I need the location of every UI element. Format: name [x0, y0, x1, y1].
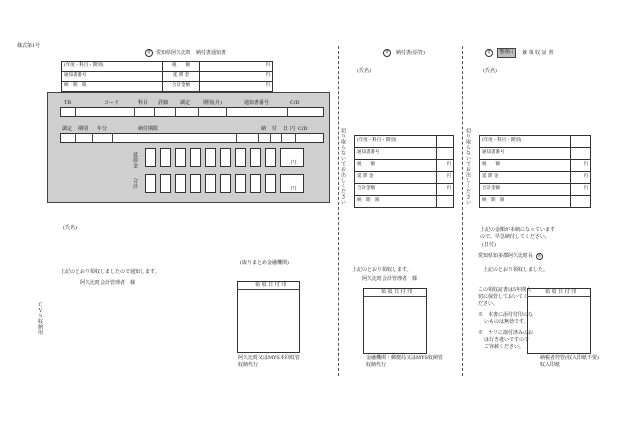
- receipt-title: 兼 領 収 証 書: [522, 50, 554, 56]
- code-header-code: コード: [104, 100, 120, 106]
- info-label: (年度・科目・期別): [62, 62, 163, 72]
- slip-perforation-text: 切り取らないでお出しください: [340, 128, 346, 205]
- table-row: 合計金額 円: [355, 184, 454, 196]
- code2-header-n: 納: [261, 126, 267, 132]
- slip-row-label: 延 滞 金: [355, 172, 437, 184]
- code2-header-d: 日: [283, 126, 289, 132]
- yen-unit: 円: [291, 186, 297, 192]
- code-header-cd: C/D: [290, 100, 300, 106]
- receipt-note2-3: ご容赦ください。: [484, 344, 525, 350]
- info-right-label: 税 額: [163, 62, 200, 72]
- code2-header-deadline: 納付期限: [138, 126, 159, 132]
- slip-row-label: 納 期 限: [355, 196, 437, 208]
- receipt-row-label: 合計金額: [480, 184, 571, 196]
- receipt-row-label: 通知書番号: [480, 148, 571, 160]
- receipt-stamp-label: 領 収 日 付 印: [545, 289, 577, 295]
- keep-notice-1: この領収証書は5年間大: [478, 287, 532, 293]
- code2-header-yen: 円: [290, 126, 296, 132]
- table-row: 合計金額 円: [480, 184, 591, 196]
- receipt-row-label: (年度・科目・期別): [480, 136, 571, 148]
- receipt-stamp-footer-1: 納税者控管(収入印紙不要): [540, 355, 599, 361]
- code2-header-assess: 調定: [62, 126, 73, 132]
- perforation-line: [338, 46, 339, 376]
- notice-stamp-footer-1: 阿久比町又はMYS本回収管: [238, 355, 300, 361]
- table-row: [355, 148, 454, 160]
- keep-notice-3: ださい。: [478, 301, 499, 307]
- slip-to-treasurer: 阿久比町会計管理者 様: [362, 276, 418, 282]
- issuer-seal-icon: 印: [536, 253, 543, 260]
- table-row: [62, 72, 273, 82]
- table-row: [480, 148, 591, 160]
- table-row: 延 滞 金 円: [355, 172, 454, 184]
- notice-notify-text: 上記のとおり領収しましたので通知します。: [60, 269, 160, 275]
- receipt-note1-1: ※ 本書に添付付印のな: [478, 312, 534, 318]
- table-row: [355, 136, 454, 148]
- receipt-note-2: ので、早急納付してください。: [480, 234, 550, 240]
- info-unit: 円: [200, 62, 273, 72]
- receipt-name-label: (氏名): [483, 68, 497, 74]
- receipt-note2-1: ※ ナリに演付済みのお: [478, 330, 534, 336]
- info-unit: 円: [200, 82, 273, 92]
- receipt-stamp-box: [527, 288, 591, 354]
- info-unit: 円: [200, 72, 273, 82]
- form-number: 様式第1号: [17, 43, 41, 49]
- receipt-row-label: 納 期 限: [480, 196, 571, 208]
- receipt-badge: 整理日: [497, 48, 516, 58]
- table-row: 税 額 円: [355, 160, 454, 172]
- receipt-table: [479, 135, 591, 208]
- town-emblem-icon: 愛: [145, 49, 153, 57]
- receipt-perforation-text: 切り取らないでお出しください: [465, 128, 471, 205]
- slip-row-label: (年度・科目・期別): [355, 136, 437, 148]
- slip-receipt-stamp-box: [363, 288, 427, 354]
- perforation-line: [462, 46, 463, 376]
- slip-row-label: 合計金額: [355, 184, 437, 196]
- code2-input-row: [60, 133, 324, 143]
- amount-label-total: 合計: [132, 178, 138, 189]
- code-header-assess: 調定: [180, 100, 191, 106]
- table-row: [480, 136, 591, 148]
- code-header-detail: 詳細: [158, 100, 169, 106]
- slip-stamp-footer-2: 収納代行: [366, 362, 387, 368]
- info-label: 通知書番号: [62, 72, 163, 82]
- slip-stamp-label: 領 収 日 付 印: [381, 289, 413, 295]
- notice-title: 愛知県阿久比町 納付書通知書: [156, 50, 227, 56]
- receipt-sub-note: (日付): [482, 242, 496, 248]
- info-label: 納 期 限: [62, 82, 163, 92]
- table-row: [62, 82, 273, 92]
- table-row: [480, 196, 591, 208]
- info-right-label: 合計金額: [163, 82, 200, 92]
- code2-header-cd: C/D: [298, 126, 308, 132]
- keep-notice-2: 切に保管しておいてく: [478, 294, 529, 300]
- table-row: [62, 62, 273, 72]
- notice-stamp-label: 領 収 日 付 印: [255, 282, 287, 288]
- receipt-note1-2: いものは無効です。: [484, 319, 529, 325]
- receipt-note2-2: は行き違いですので: [484, 337, 530, 343]
- slip-name-label: (氏名): [357, 68, 371, 74]
- info-right-label: 延 滞 金: [163, 72, 200, 82]
- code2-header-period: 期別: [78, 126, 89, 132]
- slip-received-text: 上記のとおり領収します。: [352, 267, 412, 273]
- receipt-stamp-footer-2: 収入印紙: [540, 362, 561, 368]
- code-input-row: [60, 107, 324, 117]
- table-row: 税 額 円: [480, 160, 591, 172]
- collection-office-label: (取りまとめ金融機関): [240, 260, 289, 266]
- receipt-note-1: 上記の金額が未納になっています: [480, 227, 556, 233]
- slip-title: 納付書(原符): [396, 50, 425, 56]
- code-header-period: 期別(月): [203, 100, 222, 106]
- table-row: 延 滞 金 円: [480, 172, 591, 184]
- town-emblem-icon: 愛: [485, 49, 493, 57]
- code-header-subject: 科目: [138, 100, 149, 106]
- notice-info-table: [61, 61, 273, 92]
- receipt-received-text: 上記のとおり領収しました。: [483, 267, 549, 273]
- notice-receipt-stamp-box: [237, 281, 300, 353]
- slip-row-label: 税 額: [355, 160, 437, 172]
- code-header-notice-no: 通知書番号: [244, 100, 270, 106]
- code2-header-f: 付: [272, 126, 278, 132]
- slip-stamp-footer-1: 金融機関・郵便局又はMYS収納管: [366, 355, 443, 361]
- slip-table: [354, 135, 454, 208]
- receipt-row-label: 税 額: [480, 160, 571, 172]
- table-row: [355, 196, 454, 208]
- code-header-tr: TR: [64, 100, 72, 106]
- amount-label-overdue: 延滞金: [132, 152, 138, 169]
- cvs-label: ＣＶＳ収納用: [37, 302, 43, 335]
- notice-name-label: (氏名): [63, 225, 77, 231]
- notice-stamp-footer-2: 収納代行: [238, 362, 259, 368]
- code2-header-year: 年分: [97, 126, 108, 132]
- slip-row-label: 通知書番号: [355, 148, 437, 160]
- receipt-issuer: 愛知県知多郡阿久比町長: [478, 253, 534, 259]
- town-emblem-icon: 愛: [383, 49, 391, 57]
- receipt-row-label: 延 滞 金: [480, 172, 571, 184]
- yen-unit: 円: [291, 160, 297, 166]
- notice-to-treasurer: 阿久比町会計管理者 様: [80, 280, 136, 286]
